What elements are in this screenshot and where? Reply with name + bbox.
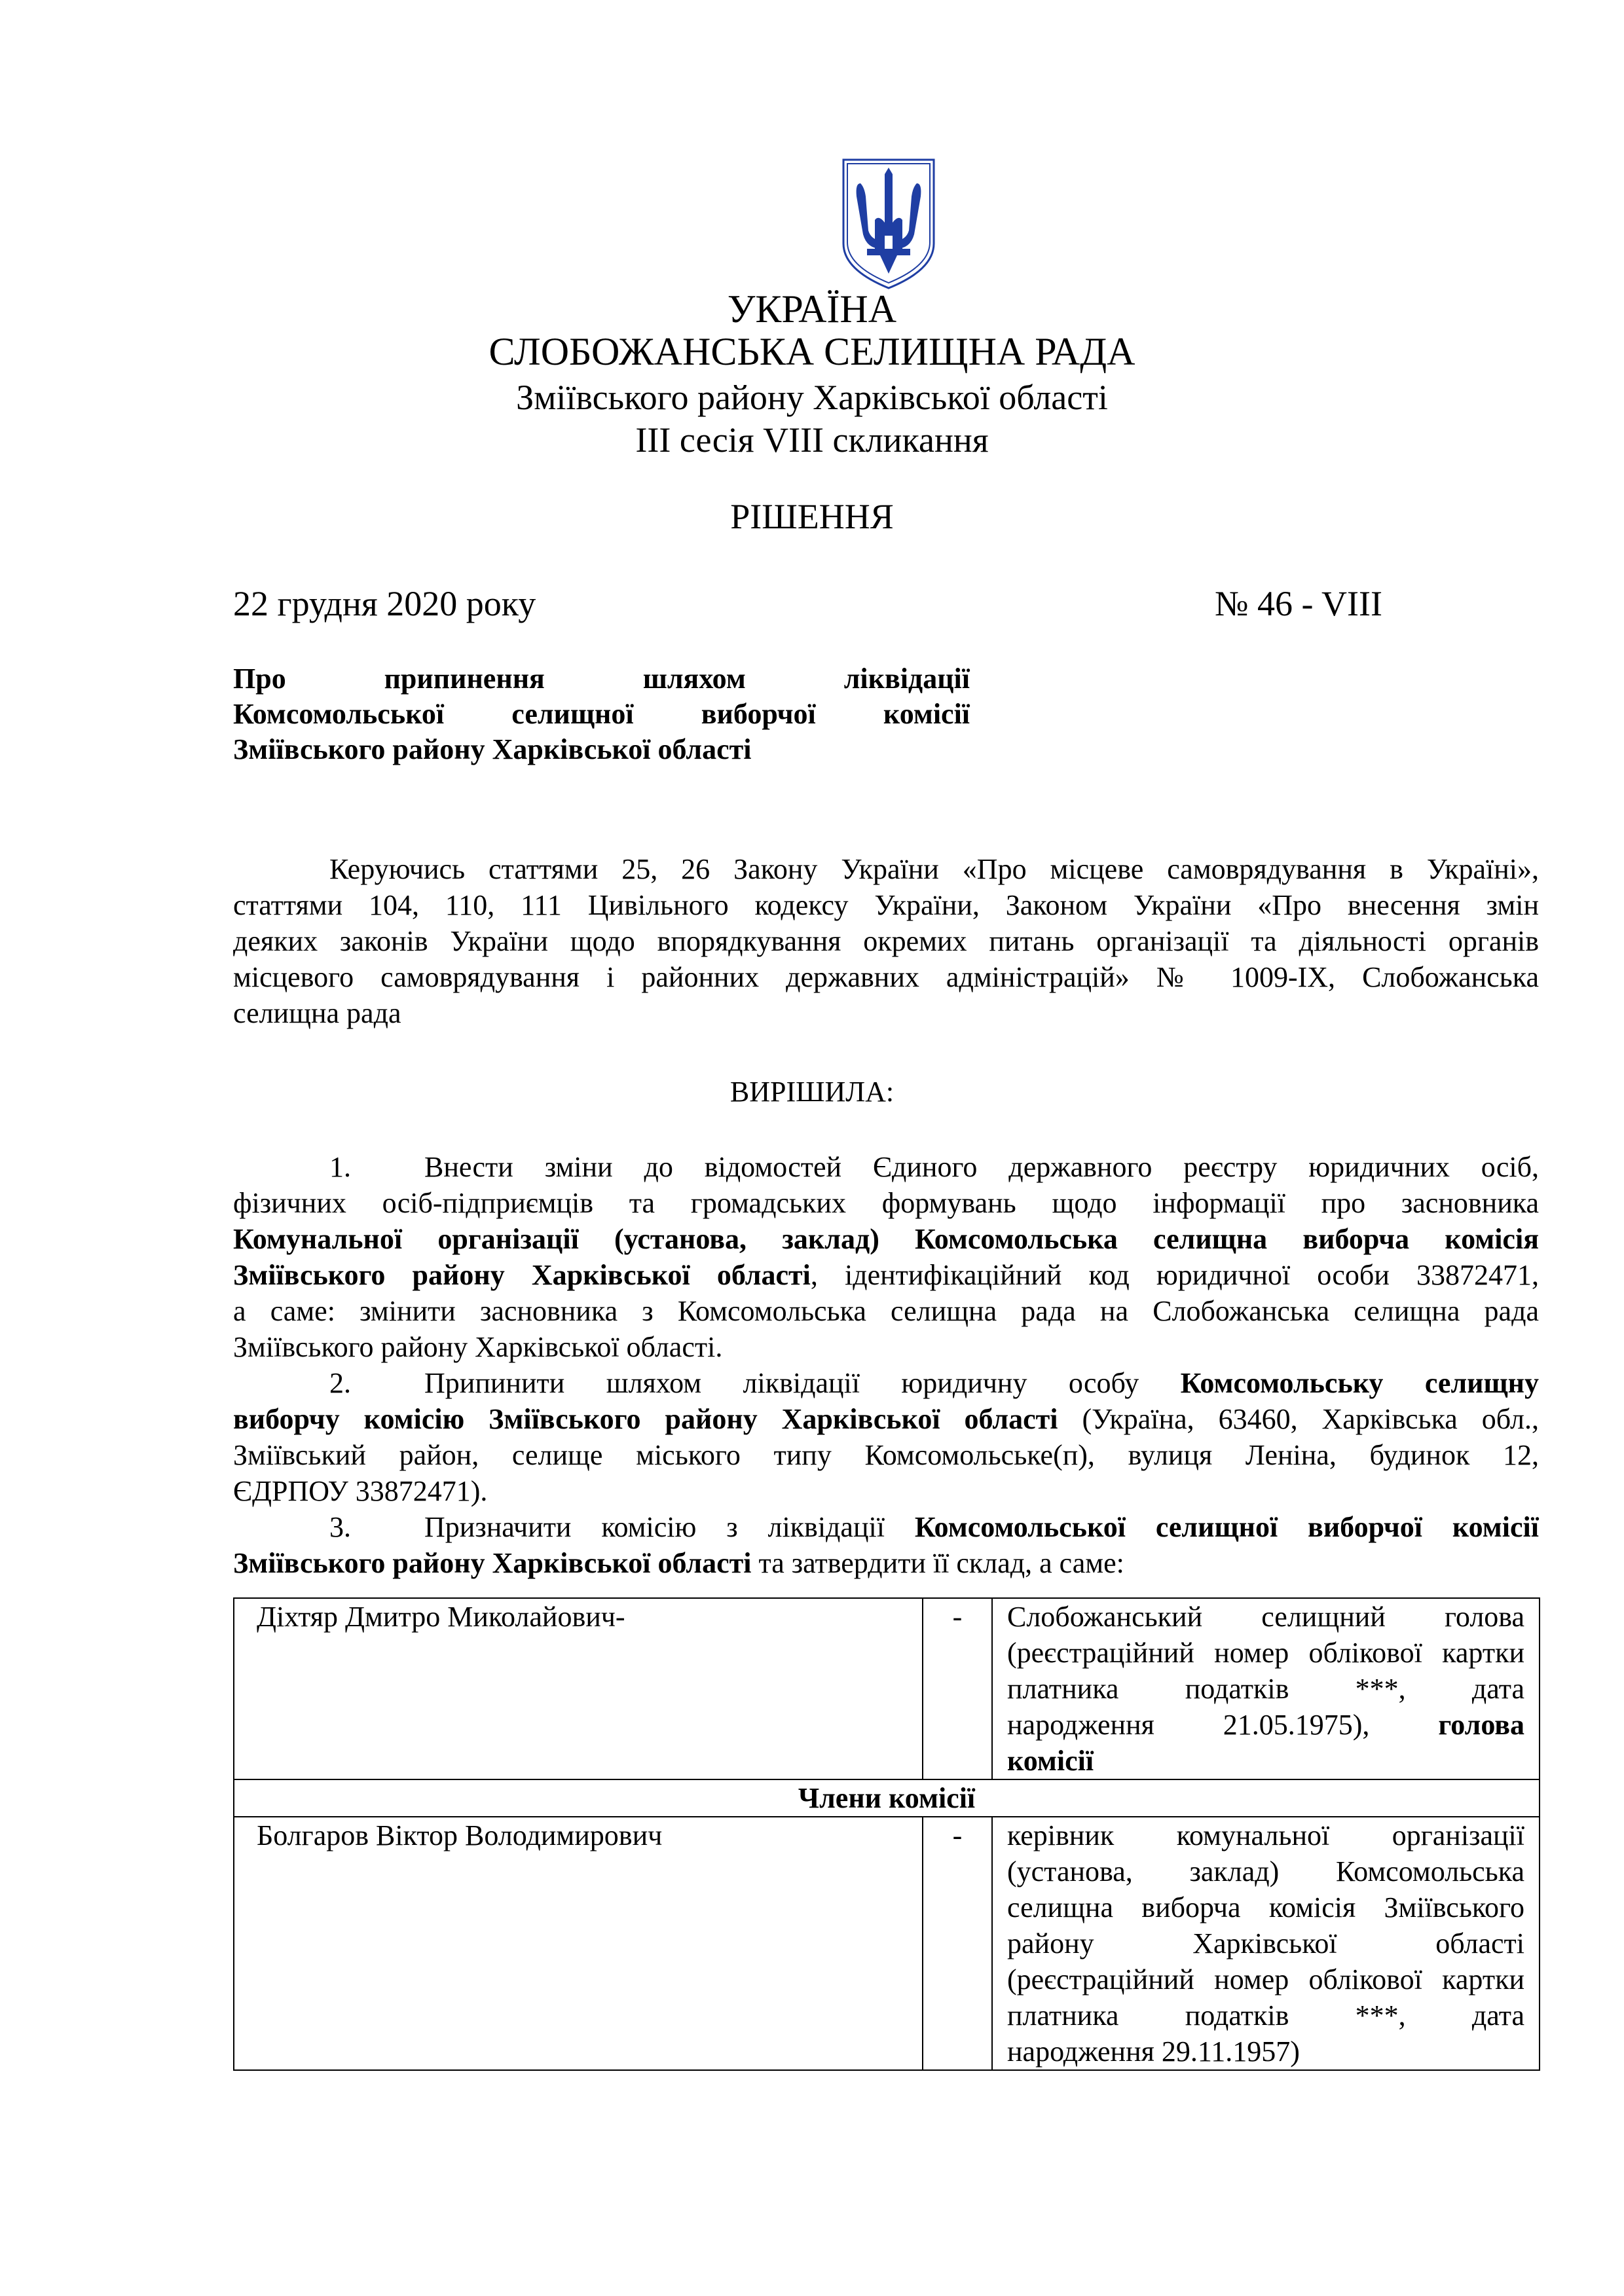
decision-date: 22 грудня 2020 року — [233, 584, 536, 623]
item-3: 3. Призначити комісію з ліквідації Комсомольської селищної виборчої комісії Зміївського району Харківської області та затвердити її склад, а саме: — [233, 1511, 1539, 1579]
resolved-heading: ВИРІШИЛА: — [729, 1076, 895, 1108]
item-2: 2. Припинити шляхом ліквідації юридичну особу Комсомольську селищну виборчу комісію Зміївського району Харківської області (Україна, 63460, Харківська обл., Зміївський район, селище міського типу Комсомольське(п), вулиця Леніна, будинок 12, ЄДРПОУ 33872471). — [233, 1367, 1540, 1507]
dash-cell: - — [923, 1598, 992, 1779]
session-title: ІІІ сесія VIIІ скликання — [635, 420, 989, 460]
item-1: 1. Внести зміни до відомостей Єдиного державного реєстру юридичних осіб, фізичних осіб-підприємців та громадських формувань щодо інформації про засновника Комунальної організації (установа, заклад) Комсомольська селищна виборча комісія Зміївського району Харківської області, ідентифікаційний код юридичної особи 33872471, а саме: змінити засновника з Комсомольська селищна рада на Слобожанська селищна рада Зміївського району Харківської області. — [233, 1151, 1540, 1363]
decision-subject — [233, 661, 970, 767]
member-description: керівник комунальної організації (установа, заклад) Комсомольська селищна виборча комісія Зміївського району Харківської області (реєстраційний номер облікової картки платника податків ***, дата народження 29.11.1957) — [992, 1817, 1540, 2070]
member-name: Болгаров Віктор Володимирович — [234, 1817, 923, 2070]
table-row — [234, 1817, 1540, 2070]
commission-table — [233, 1597, 1540, 2071]
table-row — [234, 1779, 1540, 1817]
district-title: Зміївського району Харківської області — [516, 378, 1108, 417]
member-description: Слобожанський селищний голова (реєстраційний номер облікової картки платника податків ***, дата народження 21.05.1975), голова комісії — [992, 1598, 1540, 1779]
member-name: Діхтяр Дмитро Миколайович- — [234, 1598, 923, 1779]
document-type: РІШЕННЯ — [730, 497, 894, 536]
subject-line-1: Про припинення шляхом ліквідації — [233, 663, 970, 695]
country-title: УКРАЇНА — [727, 287, 897, 331]
subject-line-2: Комсомольської селищної виборчої комісії — [233, 698, 970, 730]
council-title: СЛОБОЖАНСЬКА СЕЛИЩНА РАДА — [489, 330, 1135, 373]
preamble: Керуючись статтями 25, 26 Закону України «Про місцеве самоврядування в Україні», статтями 104, 110, 111 Цивільного кодексу України, Законом України «Про внесення змін деяких законів України щодо впорядкування окремих питань організації та діяльності органів місцевого самоврядування і районних державних адміністрацій» № 1009-ІХ, Слобожанська селищна рада — [233, 853, 1539, 1029]
subject-line-3: Зміївського району Харківської області — [233, 733, 752, 765]
trident-coat-of-arms-icon — [841, 157, 936, 291]
table-row — [234, 1598, 1540, 1779]
dash-cell: - — [923, 1817, 992, 2070]
members-heading: Члени комісії — [234, 1779, 1540, 1817]
decision-number: № 46 - VIIІ — [1215, 584, 1382, 623]
